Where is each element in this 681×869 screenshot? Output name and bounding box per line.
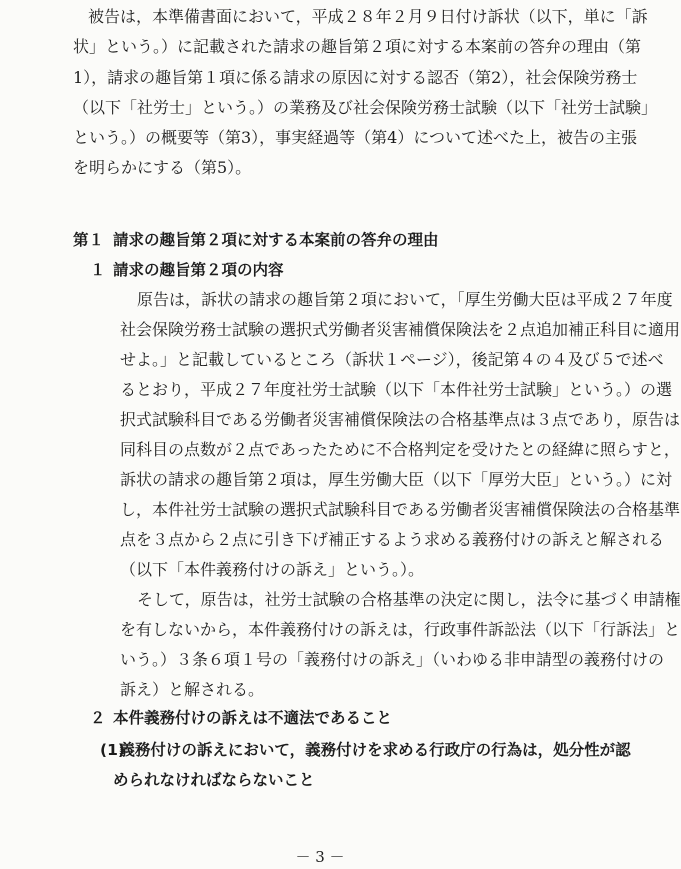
paragraph-line: そして，原告は，社労士試験の合格基準の決定に関し，法令に基づく申請権 xyxy=(137,590,681,609)
page-number: － 3 － xyxy=(295,848,345,866)
paragraph-line: 訴状の請求の趣旨第２項は，厚生労働大臣（以下「厚労大臣」という。）に対 xyxy=(120,470,673,489)
paragraph-line: るとおり，平成２７年度社労士試験（以下「本件社労士試験」という。）の選 xyxy=(120,380,673,399)
intro-line: （以下「社労士」という。）の業務及び社会保険労務士試験（以下「社労士試験」 xyxy=(73,98,658,117)
paragraph-line: し，本件社労士試験の選択式試験科目である労働者災害補償保険法の合格基準 xyxy=(120,500,681,519)
intro-line: 状」という。）に記載された請求の趣旨第２項に対する本案前の答弁の理由（第 xyxy=(73,37,642,56)
section-heading-1 xyxy=(73,225,439,255)
item-title-line: められなければならないこと xyxy=(113,771,315,789)
subsection-title: 本件義務付けの訴えは不適法であること xyxy=(113,709,393,727)
paragraph-line: せよ。」と記載しているところ（訴状１ページ），後記第４の４及び５で述べ xyxy=(120,350,664,369)
subsection-number: １ xyxy=(90,261,106,279)
paragraph-line: 同科目の点数が２点であったために不合格判定を受けたとの経緯に照らすと， xyxy=(120,440,680,459)
paragraph-line: いう。）３条６項１号の「義務付けの訴え」（いわゆる非申請型の義務付けの xyxy=(120,650,665,669)
paragraph-line: （以下「本件義務付けの訴え」という。）。 xyxy=(120,560,425,579)
subsection-number: ２ xyxy=(90,709,106,727)
item-heading-1 xyxy=(100,735,631,765)
subsection-title: 請求の趣旨第２項の内容 xyxy=(113,261,284,279)
item-number: (1) xyxy=(100,741,125,759)
paragraph-line: 点を３点から２点に引き下げ補正するよう求める義務付けの訴えと解される xyxy=(120,530,665,549)
section-number: 第１ xyxy=(73,231,105,249)
paragraph-line: 社会保険労務士試験の選択式労働者災害補償保険法を２点追加補正科目に適用 xyxy=(120,320,681,339)
paragraph-line: 訴え）と解される。 xyxy=(120,680,265,699)
paragraph-line: 原告は，訴状の請求の趣旨第２項において，「厚生労働大臣は平成２７年度 xyxy=(137,290,673,309)
paragraph-line: を有しないから，本件義務付けの訴えは，行政事件訴訟法（以下「行訴法」と xyxy=(120,620,681,639)
item-title-line: 義務付けの訴えにおいて，義務付けを求める行政庁の行為は，処分性が認 xyxy=(119,741,631,759)
intro-line: を明らかにする（第5）。 xyxy=(73,158,252,177)
intro-line: 1），請求の趣旨第１項に係る請求の原因に対する認否（第2），社会保険労務士 xyxy=(73,68,638,87)
intro-line: 被告は，本準備書面において，平成２８年２月９日付け訴状（以下，単に「訴 xyxy=(88,7,648,26)
subsection-heading-1 xyxy=(90,255,284,285)
section-title: 請求の趣旨第２項に対する本案前の答弁の理由 xyxy=(113,231,439,249)
paragraph-line: 択式試験科目である労働者災害補償保険法の合格基準点は３点であり，原告は xyxy=(120,410,681,429)
intro-line: という。）の概要等（第3），事実経過等（第4）について述べた上，被告の主張 xyxy=(73,128,638,147)
subsection-heading-2 xyxy=(90,703,392,733)
